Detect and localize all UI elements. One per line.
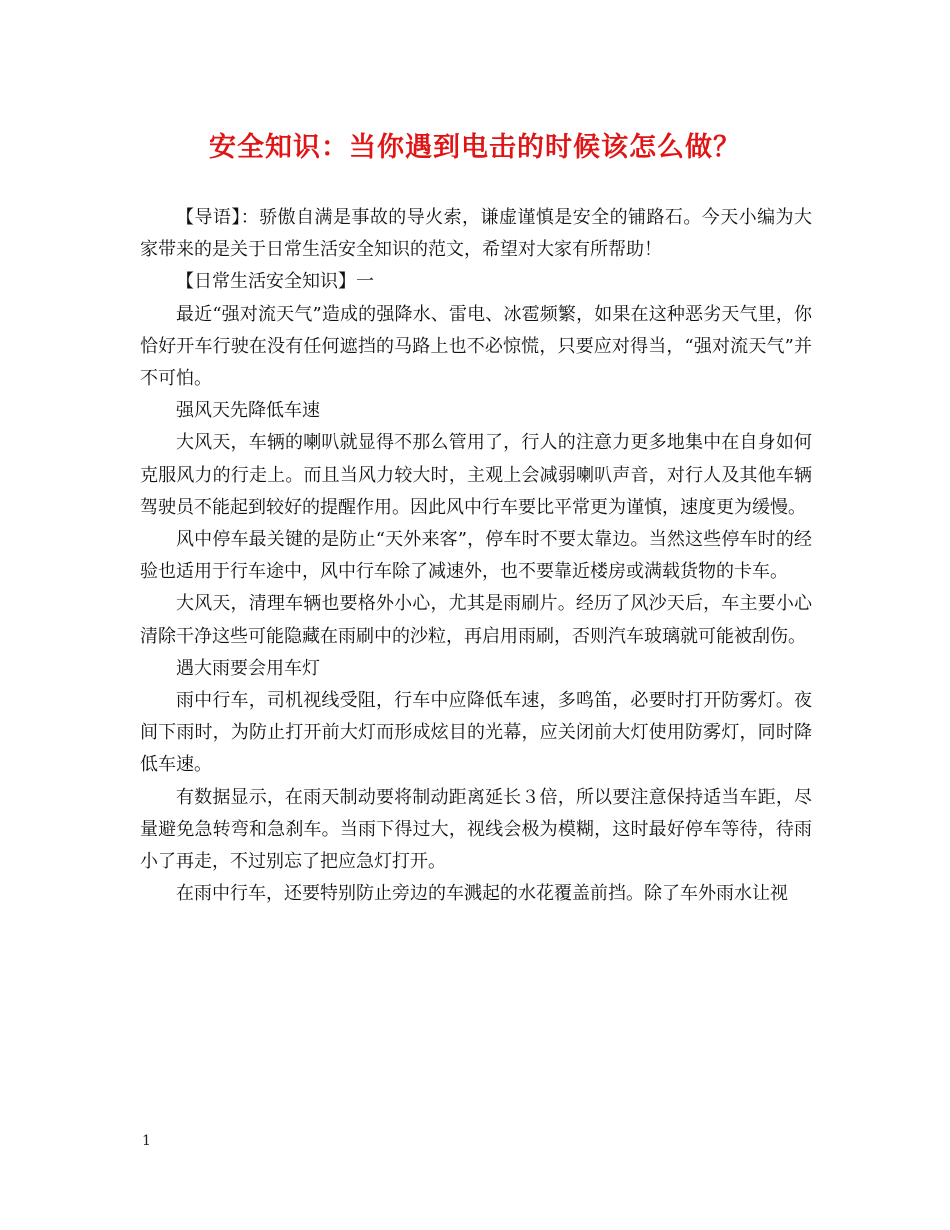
- document-title: 安全知识：当你遇到电击的时候该怎么做？: [209, 132, 741, 163]
- subheading: 遇大雨要会用车灯: [176, 657, 320, 679]
- body-paragraph: 雨中行车，司机视线受阻，行车中应降低车速，多鸣笛，必要时打开防雾灯。夜间下雨时，为防止打开前大灯而形成炫目的光幕，应关闭前大灯使用防雾灯，同时降低车速。: [140, 690, 812, 776]
- intro-paragraph: 【导语】：骄傲自满是事故的导火索，谦虚谨慎是安全的铺路石。今天小编为大家带来的是关于日常生活安全知识的范文，希望对大家有所帮助！: [140, 207, 812, 261]
- body-paragraph: 在雨中行车，还要特别防止旁边的车溅起的水花覆盖前挡。除了车外雨水让视: [176, 883, 788, 905]
- page-number: 1: [142, 1133, 151, 1149]
- body-paragraph: 最近“强对流天气”造成的强降水、雷电、冰雹频繁，如果在这种恶劣天气里，你恰好开车行驶在没有任何遮挡的马路上也不必惊慌，只要应对得当，“强对流天气”并不可怕。: [140, 303, 812, 390]
- section-heading: 【日常生活安全知识】一: [176, 271, 374, 293]
- body-paragraph: 大风天，清理车辆也要格外小心，尤其是雨刷片。经历了风沙天后，车主要小心清除干净这些可能隐藏在雨刷中的沙粒，再启用雨刷，否则汽车玻璃就可能被刮伤。: [140, 593, 812, 647]
- body-paragraph: 风中停车最关键的是防止“天外来客”，停车时不要太靠边。当然这些停车时的经验也适用于行车途中，风中行车除了减速外，也不要靠近楼房或满载货物的卡车。: [140, 529, 812, 583]
- document-body: [140, 202, 812, 910]
- body-paragraph: 有数据显示，在雨天制动要将制动距离延长３倍，所以要注意保持适当车距，尽量避免急转弯和急刹车。当雨下得过大，视线会极为模糊，这时最好停车等待，待雨小了再走，不过别忘了把应急灯打开。: [140, 786, 812, 873]
- body-paragraph: 大风天，车辆的喇叭就显得不那么管用了，行人的注意力更多地集中在自身如何克服风力的行走上。而且当风力较大时，主观上会减弱喇叭声音，对行人及其他车辆驾驶员不能起到较好的提醒作用。因此风中行车要比平常更为谨慎，速度更为缓慢。: [140, 432, 812, 518]
- subheading: 强风天先降低车速: [176, 400, 320, 422]
